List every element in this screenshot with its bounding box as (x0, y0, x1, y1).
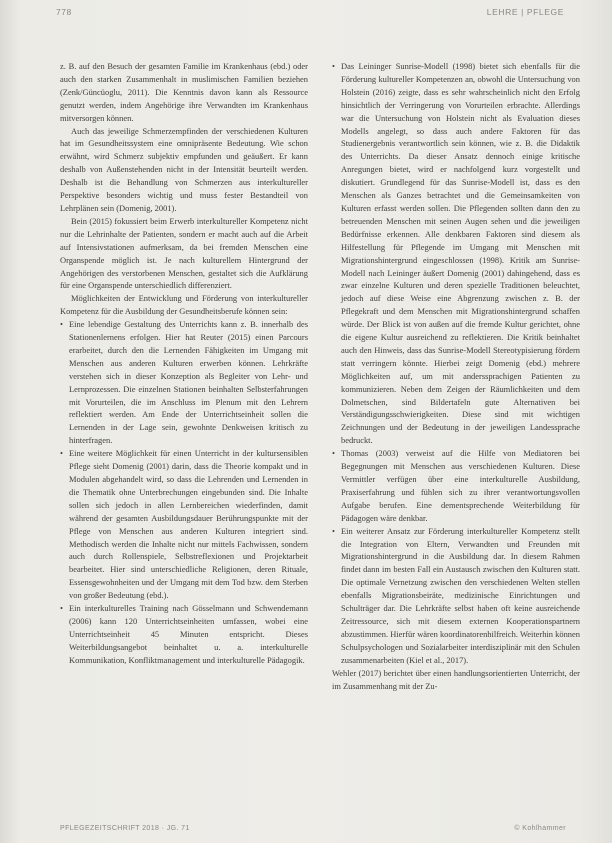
bullet-item: • Ein weiterer Ansatz zur Förderung interkultureller Kompetenz stellt die Integration von Eltern, Verwandten und Freunden mit Migrationshintergrund in die Ausbildung dar. In diesem Rahmen findet dann im besten Fall ein Austausch zwischen den Kulturen statt. Die optimale Vernetzung zwischen den verschiedenen Welten stellen ebenfalls Migrationsbeiräte, medizinische Einrichtungen und Schulträger dar. Die Lehrkräfte selbst haben oft keine ausreichende Zeitressource, sich mit diesem externen Kooperationspartnern abzustimmen. Hierfür wären koordinatorenhilfreich. Weiterhin können Schulpsychologen und Sozialarbeiter interdisziplinär mit den Schulen zusammenarbeiten (Kiel et al., 2017). (332, 525, 580, 667)
paragraph: Auch das jeweilige Schmerzempfinden der verschiedenen Kulturen hat im Gesundheitssystem eine omnipräsente Bedeutung. Wie schon erwähnt, wird Schmerz subjektiv empfunden und geäußert. Er kann deshalb von Außenstehenden nicht in der Intensität beurteilt werden. Deshalb ist die Behandlung von Schmerzen aus interkultureller Perspektive besonders wichtig und muss fester Bestandteil von Lehrplänen sein (Domenig, 2001). (60, 125, 308, 213)
bullet-item: • Ein interkulturelles Training nach Gösselmann und Schwendemann (2006) kann 120 Unterrichtseinheiten umfassen, wobei eine Unterrichtseinheit 45 Minuten entspricht. Dieses Weiterbildungsangebot beinhaltet u. a. interkulturelle Kommunikation, Konfliktmanagement und interkulturelle Pädagogik. (60, 602, 308, 667)
bullet-item: • Eine lebendige Gestaltung des Unterrichts kann z. B. innerhalb des Stationenlernens erfolgen. Hier hat Reuter (2015) einen Parcours erarbeitet, durch den die Lernenden Fähigkeiten im Umgang mit Menschen aus anderen Kulturen erwerben können. Lehrkräfte verstehen sich in dieser Konzeption als Begleiter von Lehr- und Lernprozessen. Die einzelnen Stationen beinhalten Selbsterfahrungen mit Vorurteilen, die im Anschluss im Plenum mit den Lehrern reflektiert werden. Am Ende der Unterrichtseinheit sollen die Lernenden in der Lage sein, gewohnte Denkweisen kritisch zu hinterfragen. (60, 318, 308, 447)
left-column (60, 60, 308, 667)
paragraph: Bein (2015) fokussiert beim Erwerb interkultureller Kompetenz nicht nur die Lehrinhalte der Patienten, sondern er macht auch auf die Arbeit auf Intensivstationen aufmerksam, da bei fremden Menschen eine Organspende möglich ist. Je nach kulturellem Hintergrund der Angehörigen des verstorbenen Menschen, gestaltet sich die Aufklärung für eine Organspende unterschiedlich differenziert. (60, 215, 308, 291)
bullet-list (60, 318, 308, 666)
paragraph: Möglichkeiten der Entwicklung und Förderung von interkultureller Kompetenz für die Ausbildung der Gesundheitsberufe können sein: (60, 293, 308, 317)
bullet-item: • Eine weitere Möglichkeit für einen Unterricht in der kultursensiblen Pflege sieht Domenig (2001) darin, dass die Theorie kompakt und in Modulen abgehandelt wird, so dass die Lehrenden und Lernenden in die Thematik ohne Unterbrechungen eingebunden sind. Die Inhalte sollen sich jedoch in allen Lernbereichen wiederfinden, damit während der gesamten Ausbildungsdauer Berührungspunkte mit der Pflege von Menschen aus anderen Kulturen integriert sind. Methodisch werden die Inhalte nicht nur mittels Fachwissen, sondern auch durch Rollenspiele, Selbstreflexionen und Projektarbeit bearbeitet. Hier sind unterschiedliche Religionen, deren Rituale, Essensgewohnheiten und der Umgang mit dem Tod bzw. dem Sterben von großer Bedeutung (ebd.). (60, 447, 308, 602)
page-footer (60, 825, 566, 837)
right-column (332, 60, 580, 692)
bullet-list (332, 60, 580, 667)
bullet-item: • Thomas (2003) verweist auf die Hilfe von Mediatoren bei Begegnungen mit Menschen aus verschiedenen Kulturen. Diese Vermittler verfügen über eine interkulturelle Ausbildung, Praxiserfahrung und fühlen sich zu ihrer verantwortungsvollen Aufgabe berufen. Eine dementsprechende Weiterbildung für Pädagogen wäre denkbar. (332, 447, 580, 524)
publisher-mark: © Kohlhammer (514, 825, 566, 832)
page-number: 778 (56, 7, 72, 17)
bullet-item: • Das Leininger Sunrise-Modell (1998) bietet sich ebenfalls für die Förderung kultureller Kompetenzen an, obwohl die Untersuchung von Holstein (2016) zeigte, dass es sehr wahrscheinlich nicht den Erfolg hinsichtlich der Verringerung von Vorurteilen erbrachte. Allerdings war die Untersuchung von Holstein nicht als Evaluation dieses Modells angelegt, so dass auch andere Faktoren für das Studienergebnis verantwortlich sein können, wie z. B. die Didaktik des Unterrichts. Da dieser Ansatz dennoch einige kritische Anregungen bietet, wird er nachfolgend kurz vorgestellt und diskutiert. Grundlegend für das Sunrise-Modell ist, dass es den Menschen als Ganzes betrachtet und die Gemeinsamkeiten von Kulturen erfasst werden sollen. Die Pflegenden sollten dann den zu betreuenden Menschen mit seinen Augen sehen und die jeweiligen Bedürfnisse erkennen. Alle denkbaren Faktoren sind diesem als Hilfestellung für Pflegende im Umgang mit Menschen mit Migrationshintergrund eingeschlossen (1998). Kritik am Sunrise-Modell nach Leininger äußert Domenig (2001) dahingehend, dass es zwar einzelne Kulturen und deren spezielle Traditionen beleuchtet, jedoch auf diese Weise eine Abgrenzung zwischen z. B. der Pflegekraft und dem Menschen mit Migrationshintergrund schaffen würde. Der Blick ist von außen auf die fremde Kultur gerichtet, ohne die eigene Kultur ausreichend zu reflektieren. Die Kritik beinhaltet auch den Hinweis, dass das Sunrise-Modell Stereotypisierung fördern statt verringern könnte. Hierbei zeigt Domenig (ebd.) mehrere Möglichkeiten auf, um mit anderssprachigen Patienten zu kommunizieren. Neben dem Zeigen der Räumlichkeiten und dem Dolmetschen, sind Bildertafeln gute Alternativen bei Verständigungsschwierigkeiten. Diese sind mit wichtigen Zeichnungen und der Bedeutung in der jeweiligen Landessprache bedruckt. (332, 60, 580, 447)
running-title: LEHRE | PFLEGE (486, 7, 564, 17)
journal-citation: PFLEGEZEITSCHRIFT 2018 · JG. 71 (60, 825, 190, 832)
running-header (56, 7, 564, 21)
paragraph: Wehler (2017) berichtet über einen handlungsorientierten Unterricht, der im Zusammenhang mit der Zu- (332, 667, 580, 691)
paragraph: z. B. auf den Besuch der gesamten Familie im Krankenhaus (ebd.) oder auch den starken Zusammenhalt in muslimischen Familien beziehen (Zenk/Güncüoglu, 2011). Die Kenntnis davon kann als Ressource genutzt werden, indem Angehörige ihre Verwandten im Krankenhaus mitversorgen können. (60, 61, 308, 123)
